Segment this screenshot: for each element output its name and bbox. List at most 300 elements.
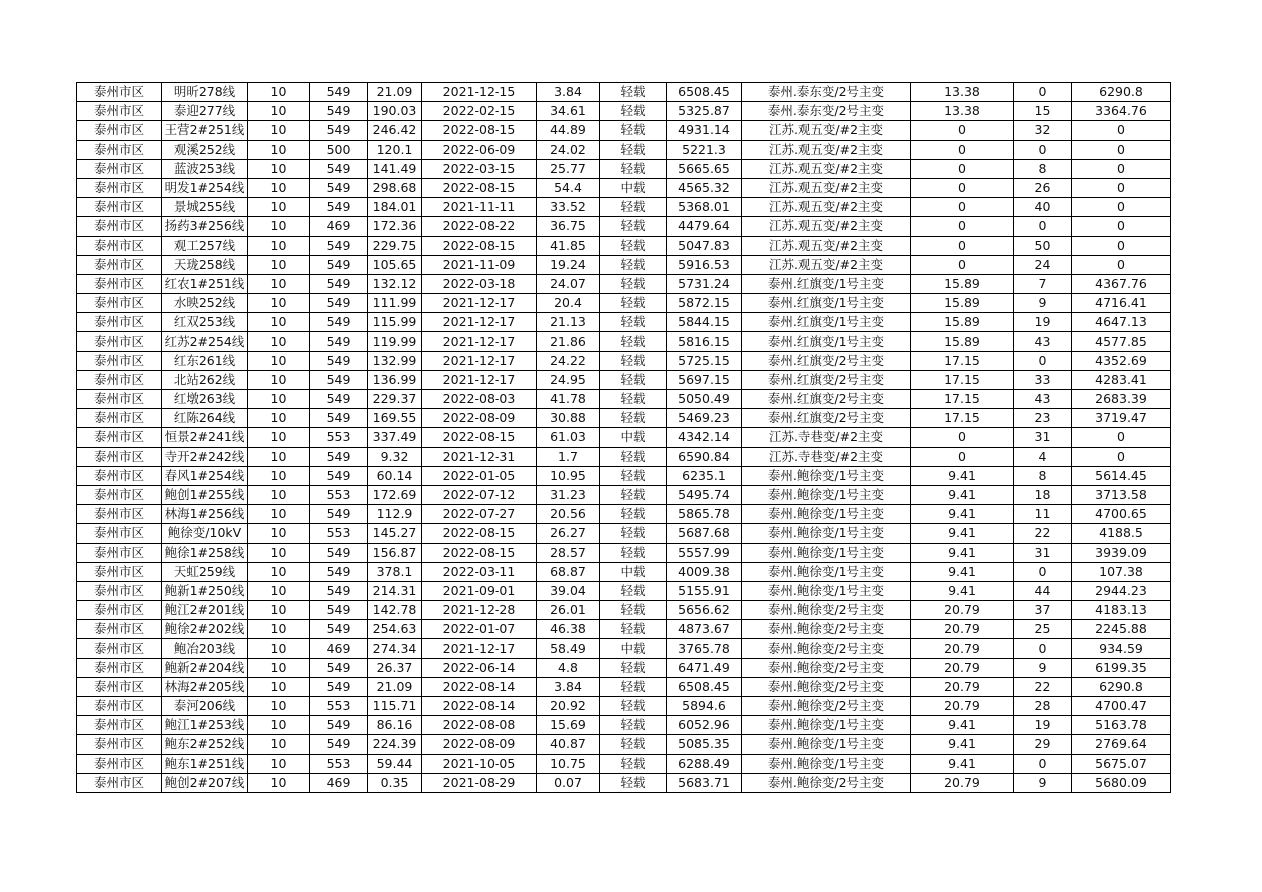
table-row (77, 639, 1171, 658)
cell-load-rate: 68.87 (537, 562, 600, 581)
cell-feeder-name: 鲍创2#207线 (162, 773, 248, 792)
cell-capacity: 549 (310, 274, 368, 293)
cell-voltage: 10 (248, 562, 310, 581)
cell-load-status: 轻载 (600, 505, 667, 524)
cell-voltage: 10 (248, 639, 310, 658)
cell-load: 224.39 (368, 735, 422, 754)
cell-date: 2022-06-09 (422, 140, 537, 159)
cell-transformer: 泰州.鲍徐变/2号主变 (742, 658, 911, 677)
cell-transformer-load-rate: 20.79 (911, 658, 1014, 677)
cell-date: 2022-08-03 (422, 390, 537, 409)
cell-load: 26.37 (368, 658, 422, 677)
cell-load: 145.27 (368, 524, 422, 543)
table-row (77, 735, 1171, 754)
cell-feeder-name: 林海1#256线 (162, 505, 248, 524)
cell-value-12: 4716.41 (1072, 294, 1171, 313)
cell-load-rate: 24.95 (537, 370, 600, 389)
table-row (77, 620, 1171, 639)
cell-transformer: 江苏.观五变/#2主变 (742, 140, 911, 159)
cell-region: 泰州市区 (77, 658, 162, 677)
cell-load: 246.42 (368, 121, 422, 140)
cell-value-11: 50 (1014, 236, 1072, 255)
cell-transformer-load-rate: 20.79 (911, 697, 1014, 716)
cell-load: 169.55 (368, 409, 422, 428)
cell-region: 泰州市区 (77, 83, 162, 102)
cell-transformer-load-rate: 17.15 (911, 390, 1014, 409)
cell-load-rate: 24.22 (537, 351, 600, 370)
cell-load-status: 轻载 (600, 581, 667, 600)
cell-available-capacity: 5865.78 (667, 505, 742, 524)
cell-value-12: 5163.78 (1072, 716, 1171, 735)
cell-load-status: 轻载 (600, 217, 667, 236)
cell-available-capacity: 5844.15 (667, 313, 742, 332)
cell-load-status: 轻载 (600, 447, 667, 466)
cell-feeder-name: 红苏2#254线 (162, 332, 248, 351)
cell-transformer: 江苏.观五变/#2主变 (742, 236, 911, 255)
cell-capacity: 549 (310, 562, 368, 581)
cell-load: 9.32 (368, 447, 422, 466)
table-row (77, 447, 1171, 466)
cell-available-capacity: 4873.67 (667, 620, 742, 639)
cell-value-12: 4700.65 (1072, 505, 1171, 524)
cell-date: 2022-08-15 (422, 543, 537, 562)
cell-feeder-name: 红农1#251线 (162, 274, 248, 293)
cell-region: 泰州市区 (77, 121, 162, 140)
cell-transformer-load-rate: 0 (911, 121, 1014, 140)
cell-voltage: 10 (248, 313, 310, 332)
cell-voltage: 10 (248, 428, 310, 447)
cell-load-status: 轻载 (600, 697, 667, 716)
cell-transformer-load-rate: 9.41 (911, 754, 1014, 773)
cell-date: 2021-12-17 (422, 639, 537, 658)
cell-load: 254.63 (368, 620, 422, 639)
cell-load: 337.49 (368, 428, 422, 447)
cell-capacity: 553 (310, 428, 368, 447)
cell-value-11: 33 (1014, 370, 1072, 389)
cell-load: 105.65 (368, 255, 422, 274)
cell-value-11: 24 (1014, 255, 1072, 274)
cell-load: 120.1 (368, 140, 422, 159)
cell-voltage: 10 (248, 102, 310, 121)
cell-transformer-load-rate: 13.38 (911, 83, 1014, 102)
cell-load: 172.69 (368, 485, 422, 504)
cell-value-12: 4577.85 (1072, 332, 1171, 351)
cell-date: 2022-07-12 (422, 485, 537, 504)
cell-available-capacity: 5816.15 (667, 332, 742, 351)
cell-load-rate: 41.78 (537, 390, 600, 409)
cell-value-11: 28 (1014, 697, 1072, 716)
cell-voltage: 10 (248, 121, 310, 140)
cell-load-rate: 31.23 (537, 485, 600, 504)
table-row (77, 581, 1171, 600)
cell-load-rate: 39.04 (537, 581, 600, 600)
cell-region: 泰州市区 (77, 754, 162, 773)
cell-transformer-load-rate: 20.79 (911, 601, 1014, 620)
cell-date: 2021-12-17 (422, 370, 537, 389)
cell-transformer: 泰州.红旗变/1号主变 (742, 332, 911, 351)
cell-voltage: 10 (248, 735, 310, 754)
cell-voltage: 10 (248, 485, 310, 504)
cell-transformer: 泰州.红旗变/2号主变 (742, 390, 911, 409)
cell-region: 泰州市区 (77, 313, 162, 332)
cell-load-rate: 61.03 (537, 428, 600, 447)
cell-transformer: 江苏.寺巷变/#2主变 (742, 447, 911, 466)
cell-value-12: 0 (1072, 428, 1171, 447)
cell-load-rate: 4.8 (537, 658, 600, 677)
cell-transformer-load-rate: 9.41 (911, 581, 1014, 600)
cell-value-12: 4183.13 (1072, 601, 1171, 620)
cell-transformer-load-rate: 20.79 (911, 620, 1014, 639)
cell-load-rate: 33.52 (537, 198, 600, 217)
cell-load-rate: 41.85 (537, 236, 600, 255)
cell-transformer-load-rate: 0 (911, 428, 1014, 447)
cell-value-11: 8 (1014, 466, 1072, 485)
cell-capacity: 549 (310, 178, 368, 197)
cell-region: 泰州市区 (77, 178, 162, 197)
table-row (77, 294, 1171, 313)
cell-region: 泰州市区 (77, 140, 162, 159)
cell-available-capacity: 5894.6 (667, 697, 742, 716)
cell-region: 泰州市区 (77, 677, 162, 696)
cell-value-11: 37 (1014, 601, 1072, 620)
table-row (77, 332, 1171, 351)
cell-load-status: 轻载 (600, 601, 667, 620)
cell-value-11: 15 (1014, 102, 1072, 121)
cell-feeder-name: 天虹259线 (162, 562, 248, 581)
cell-load: 115.99 (368, 313, 422, 332)
cell-capacity: 469 (310, 773, 368, 792)
cell-transformer-load-rate: 17.15 (911, 370, 1014, 389)
cell-value-11: 19 (1014, 313, 1072, 332)
cell-capacity: 549 (310, 581, 368, 600)
cell-transformer-load-rate: 15.89 (911, 332, 1014, 351)
cell-date: 2022-08-22 (422, 217, 537, 236)
cell-feeder-name: 王营2#251线 (162, 121, 248, 140)
table-row (77, 140, 1171, 159)
cell-voltage: 10 (248, 466, 310, 485)
cell-load: 60.14 (368, 466, 422, 485)
cell-feeder-name: 鲍徐变/10kV (162, 524, 248, 543)
table-row (77, 198, 1171, 217)
cell-value-12: 0 (1072, 140, 1171, 159)
cell-feeder-name: 明发1#254线 (162, 178, 248, 197)
cell-feeder-name: 北站262线 (162, 370, 248, 389)
table-row (77, 409, 1171, 428)
table-row (77, 121, 1171, 140)
cell-available-capacity: 6508.45 (667, 83, 742, 102)
cell-transformer-load-rate: 13.38 (911, 102, 1014, 121)
table-row (77, 466, 1171, 485)
cell-feeder-name: 鲍创1#255线 (162, 485, 248, 504)
cell-transformer-load-rate: 20.79 (911, 677, 1014, 696)
cell-voltage: 10 (248, 159, 310, 178)
cell-value-12: 3939.09 (1072, 543, 1171, 562)
cell-load: 59.44 (368, 754, 422, 773)
cell-region: 泰州市区 (77, 735, 162, 754)
cell-value-12: 3719.47 (1072, 409, 1171, 428)
cell-transformer-load-rate: 15.89 (911, 274, 1014, 293)
cell-value-12: 2944.23 (1072, 581, 1171, 600)
table-row (77, 217, 1171, 236)
cell-date: 2021-11-11 (422, 198, 537, 217)
cell-transformer: 江苏.观五变/#2主变 (742, 198, 911, 217)
cell-load-status: 轻载 (600, 754, 667, 773)
cell-transformer: 泰州.红旗变/2号主变 (742, 409, 911, 428)
cell-feeder-name: 寺开2#242线 (162, 447, 248, 466)
cell-value-11: 23 (1014, 409, 1072, 428)
cell-date: 2022-08-15 (422, 428, 537, 447)
cell-load: 132.12 (368, 274, 422, 293)
cell-transformer: 江苏.观五变/#2主变 (742, 178, 911, 197)
cell-load-rate: 21.13 (537, 313, 600, 332)
cell-feeder-name: 鲍东1#251线 (162, 754, 248, 773)
cell-date: 2021-08-29 (422, 773, 537, 792)
cell-value-11: 26 (1014, 178, 1072, 197)
cell-available-capacity: 4009.38 (667, 562, 742, 581)
cell-value-11: 9 (1014, 294, 1072, 313)
cell-transformer: 泰州.红旗变/1号主变 (742, 313, 911, 332)
cell-voltage: 10 (248, 773, 310, 792)
cell-capacity: 549 (310, 121, 368, 140)
cell-transformer: 江苏.观五变/#2主变 (742, 121, 911, 140)
cell-date: 2022-03-11 (422, 562, 537, 581)
cell-available-capacity: 5495.74 (667, 485, 742, 504)
cell-value-11: 11 (1014, 505, 1072, 524)
cell-voltage: 10 (248, 83, 310, 102)
cell-load-rate: 3.84 (537, 83, 600, 102)
cell-value-11: 40 (1014, 198, 1072, 217)
cell-region: 泰州市区 (77, 447, 162, 466)
cell-available-capacity: 5557.99 (667, 543, 742, 562)
cell-value-12: 4367.76 (1072, 274, 1171, 293)
cell-load: 141.49 (368, 159, 422, 178)
cell-voltage: 10 (248, 658, 310, 677)
cell-region: 泰州市区 (77, 255, 162, 274)
cell-load: 172.36 (368, 217, 422, 236)
cell-value-11: 22 (1014, 524, 1072, 543)
cell-value-11: 0 (1014, 83, 1072, 102)
cell-transformer: 泰州.鲍徐变/2号主变 (742, 677, 911, 696)
cell-feeder-name: 鲍江2#201线 (162, 601, 248, 620)
cell-capacity: 549 (310, 313, 368, 332)
table-row (77, 524, 1171, 543)
cell-voltage: 10 (248, 390, 310, 409)
cell-load-status: 轻载 (600, 140, 667, 159)
cell-capacity: 549 (310, 159, 368, 178)
cell-value-12: 4283.41 (1072, 370, 1171, 389)
cell-date: 2021-10-05 (422, 754, 537, 773)
cell-value-11: 9 (1014, 658, 1072, 677)
cell-value-12: 0 (1072, 447, 1171, 466)
cell-load-status: 轻载 (600, 294, 667, 313)
cell-load: 184.01 (368, 198, 422, 217)
cell-capacity: 549 (310, 255, 368, 274)
cell-transformer-load-rate: 9.41 (911, 505, 1014, 524)
cell-available-capacity: 5050.49 (667, 390, 742, 409)
cell-capacity: 549 (310, 294, 368, 313)
cell-value-12: 5614.45 (1072, 466, 1171, 485)
cell-capacity: 549 (310, 351, 368, 370)
cell-voltage: 10 (248, 332, 310, 351)
cell-load-status: 轻载 (600, 313, 667, 332)
cell-available-capacity: 4342.14 (667, 428, 742, 447)
cell-date: 2022-08-09 (422, 409, 537, 428)
cell-available-capacity: 5325.87 (667, 102, 742, 121)
cell-load-status: 轻载 (600, 351, 667, 370)
cell-value-11: 31 (1014, 543, 1072, 562)
cell-value-11: 44 (1014, 581, 1072, 600)
cell-capacity: 553 (310, 754, 368, 773)
cell-load-rate: 54.4 (537, 178, 600, 197)
cell-value-11: 0 (1014, 639, 1072, 658)
cell-load-rate: 10.75 (537, 754, 600, 773)
cell-transformer: 泰州.泰东变/2号主变 (742, 83, 911, 102)
cell-transformer-load-rate: 20.79 (911, 639, 1014, 658)
cell-load-status: 轻载 (600, 159, 667, 178)
cell-feeder-name: 观溪252线 (162, 140, 248, 159)
cell-available-capacity: 6052.96 (667, 716, 742, 735)
cell-value-12: 0 (1072, 121, 1171, 140)
cell-capacity: 549 (310, 735, 368, 754)
cell-value-11: 31 (1014, 428, 1072, 447)
cell-date: 2022-03-15 (422, 159, 537, 178)
cell-region: 泰州市区 (77, 198, 162, 217)
cell-feeder-name: 鲍新1#250线 (162, 581, 248, 600)
cell-available-capacity: 5731.24 (667, 274, 742, 293)
cell-transformer-load-rate: 0 (911, 178, 1014, 197)
cell-feeder-name: 水映252线 (162, 294, 248, 313)
cell-available-capacity: 6471.49 (667, 658, 742, 677)
cell-value-12: 2683.39 (1072, 390, 1171, 409)
cell-load-rate: 15.69 (537, 716, 600, 735)
cell-transformer: 泰州.鲍徐变/1号主变 (742, 581, 911, 600)
cell-load-status: 中载 (600, 428, 667, 447)
table-row (77, 485, 1171, 504)
table-row (77, 697, 1171, 716)
table-row (77, 773, 1171, 792)
cell-load-rate: 36.75 (537, 217, 600, 236)
cell-feeder-name: 恒景2#241线 (162, 428, 248, 447)
cell-transformer: 泰州.鲍徐变/2号主变 (742, 697, 911, 716)
table-row (77, 159, 1171, 178)
cell-capacity: 549 (310, 390, 368, 409)
cell-value-12: 2245.88 (1072, 620, 1171, 639)
cell-load-status: 轻载 (600, 773, 667, 792)
cell-value-12: 3364.76 (1072, 102, 1171, 121)
cell-value-12: 4188.5 (1072, 524, 1171, 543)
cell-load: 132.99 (368, 351, 422, 370)
cell-load: 378.1 (368, 562, 422, 581)
cell-load-status: 中载 (600, 639, 667, 658)
cell-transformer-load-rate: 9.41 (911, 562, 1014, 581)
cell-feeder-name: 景城255线 (162, 198, 248, 217)
cell-region: 泰州市区 (77, 639, 162, 658)
cell-region: 泰州市区 (77, 697, 162, 716)
cell-load-rate: 26.01 (537, 601, 600, 620)
cell-transformer: 泰州.鲍徐变/1号主变 (742, 562, 911, 581)
cell-feeder-name: 扬药3#256线 (162, 217, 248, 236)
cell-value-11: 0 (1014, 754, 1072, 773)
cell-load: 298.68 (368, 178, 422, 197)
cell-load-status: 轻载 (600, 390, 667, 409)
cell-region: 泰州市区 (77, 236, 162, 255)
cell-value-11: 0 (1014, 140, 1072, 159)
cell-transformer-load-rate: 9.41 (911, 524, 1014, 543)
cell-transformer-load-rate: 0 (911, 236, 1014, 255)
cell-region: 泰州市区 (77, 716, 162, 735)
cell-value-12: 934.59 (1072, 639, 1171, 658)
cell-value-12: 6199.35 (1072, 658, 1171, 677)
table-row (77, 351, 1171, 370)
cell-available-capacity: 6508.45 (667, 677, 742, 696)
cell-date: 2021-09-01 (422, 581, 537, 600)
cell-value-12: 6290.8 (1072, 83, 1171, 102)
cell-load-status: 轻载 (600, 198, 667, 217)
cell-available-capacity: 5665.65 (667, 159, 742, 178)
cell-load-status: 轻载 (600, 620, 667, 639)
cell-available-capacity: 5469.23 (667, 409, 742, 428)
cell-feeder-name: 蓝波253线 (162, 159, 248, 178)
cell-transformer: 泰州.鲍徐变/1号主变 (742, 735, 911, 754)
cell-region: 泰州市区 (77, 102, 162, 121)
cell-date: 2021-11-09 (422, 255, 537, 274)
cell-available-capacity: 5221.3 (667, 140, 742, 159)
cell-date: 2021-12-15 (422, 83, 537, 102)
cell-region: 泰州市区 (77, 390, 162, 409)
cell-value-11: 25 (1014, 620, 1072, 639)
cell-available-capacity: 5085.35 (667, 735, 742, 754)
cell-value-12: 107.38 (1072, 562, 1171, 581)
cell-load-rate: 20.56 (537, 505, 600, 524)
cell-available-capacity: 5656.62 (667, 601, 742, 620)
cell-transformer: 泰州.鲍徐变/1号主变 (742, 543, 911, 562)
cell-capacity: 553 (310, 697, 368, 716)
cell-transformer: 泰州.红旗变/1号主变 (742, 294, 911, 313)
cell-region: 泰州市区 (77, 332, 162, 351)
cell-capacity: 549 (310, 236, 368, 255)
cell-load: 274.34 (368, 639, 422, 658)
cell-voltage: 10 (248, 620, 310, 639)
cell-transformer: 泰州.鲍徐变/1号主变 (742, 505, 911, 524)
cell-load: 119.99 (368, 332, 422, 351)
cell-value-12: 0 (1072, 159, 1171, 178)
cell-load: 136.99 (368, 370, 422, 389)
cell-date: 2022-08-14 (422, 697, 537, 716)
cell-value-12: 2769.64 (1072, 735, 1171, 754)
cell-voltage: 10 (248, 505, 310, 524)
table-row (77, 390, 1171, 409)
cell-load: 142.78 (368, 601, 422, 620)
cell-value-12: 4700.47 (1072, 697, 1171, 716)
cell-load-status: 轻载 (600, 274, 667, 293)
cell-capacity: 549 (310, 466, 368, 485)
table-row (77, 313, 1171, 332)
cell-date: 2022-06-14 (422, 658, 537, 677)
cell-voltage: 10 (248, 524, 310, 543)
cell-value-12: 6290.8 (1072, 677, 1171, 696)
cell-available-capacity: 4479.64 (667, 217, 742, 236)
cell-capacity: 549 (310, 447, 368, 466)
cell-value-11: 19 (1014, 716, 1072, 735)
table-row (77, 236, 1171, 255)
cell-transformer: 泰州.鲍徐变/2号主变 (742, 639, 911, 658)
cell-load-status: 轻载 (600, 524, 667, 543)
cell-voltage: 10 (248, 581, 310, 600)
cell-load-rate: 30.88 (537, 409, 600, 428)
table-row (77, 754, 1171, 773)
cell-value-12: 0 (1072, 217, 1171, 236)
cell-load-status: 轻载 (600, 370, 667, 389)
